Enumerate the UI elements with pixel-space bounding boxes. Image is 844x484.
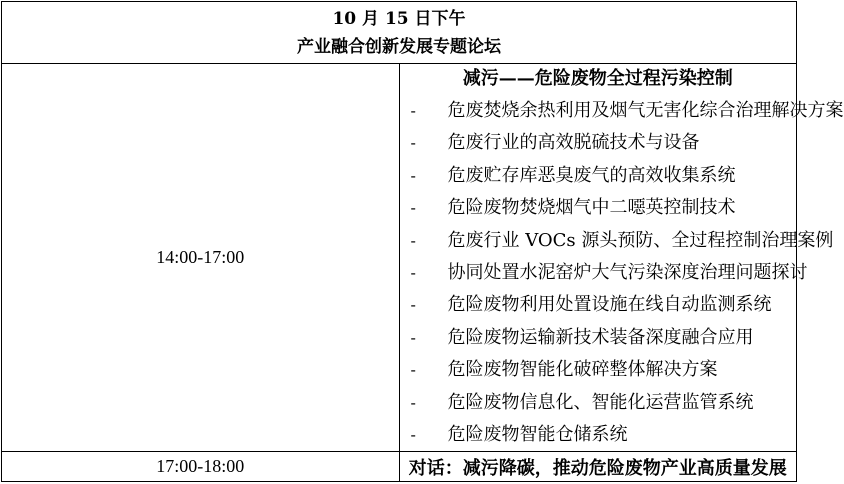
topic-item: 危险废物焚烧烟气中二噁英控制技术 [447,197,736,219]
session-content [399,64,844,452]
topic-list [400,95,844,451]
topic-item: 危废行业 VOCs 源头预防、全过程控制治理案例 [447,229,834,251]
session-time: 17:00-18:00 [2,452,400,482]
topic-item: 危废贮存库恶臭废气的高效收集系统 [447,164,736,186]
bullet-dash: - [410,327,416,347]
bullet-dash: - [410,101,416,120]
bullet-dash: - [410,230,416,250]
topic-item: 危废焚烧余热利用及烟气无害化综合治理解决方案 [447,100,844,121]
session-time: 14:00-17:00 [2,64,400,452]
list-item [400,192,797,224]
list-item [400,289,797,321]
list-item [400,322,797,354]
topic-item: 危险废物利用处置设施在线自动监测系统 [447,294,772,316]
topic-item: 危废行业的高效脱硫技术与设备 [447,132,700,154]
bullet-dash: - [410,392,416,412]
list-item [400,419,797,451]
list-item [400,354,797,386]
list-item [400,95,844,127]
bullet-dash: - [410,262,416,282]
list-item [400,225,834,257]
dialogue-title: 对话：减污降碳，推动危险废物产业高质量发展 [399,452,797,482]
topic-item: 危险废物智能化破碎整体解决方案 [447,359,718,381]
topic-item: 危险废物信息化、智能化运营监管系统 [447,391,754,413]
bullet-dash: - [410,165,416,185]
schedule-table [1,1,844,482]
topic-item: 协同处置水泥窑炉大气污染深度治理问题探讨 [447,261,808,283]
list-item [400,127,797,159]
topic-item: 危险废物智能仓储系统 [447,423,628,445]
header-cell [2,2,797,64]
session-title: 减污——危险废物全过程污染控制 [462,68,733,89]
bullet-dash: - [410,295,416,315]
bullet-dash: - [410,360,416,380]
bullet-dash: - [410,133,416,153]
topic-item: 危险废物运输新技术装备深度融合应用 [447,326,754,348]
list-item [400,387,797,419]
list-item [400,257,808,289]
date-heading: 10 月 15 日下午 [332,8,466,29]
forum-title: 产业融合创新发展专题论坛 [297,36,501,57]
bullet-dash: - [410,424,416,444]
list-item [400,160,797,192]
bullet-dash: - [410,198,416,218]
